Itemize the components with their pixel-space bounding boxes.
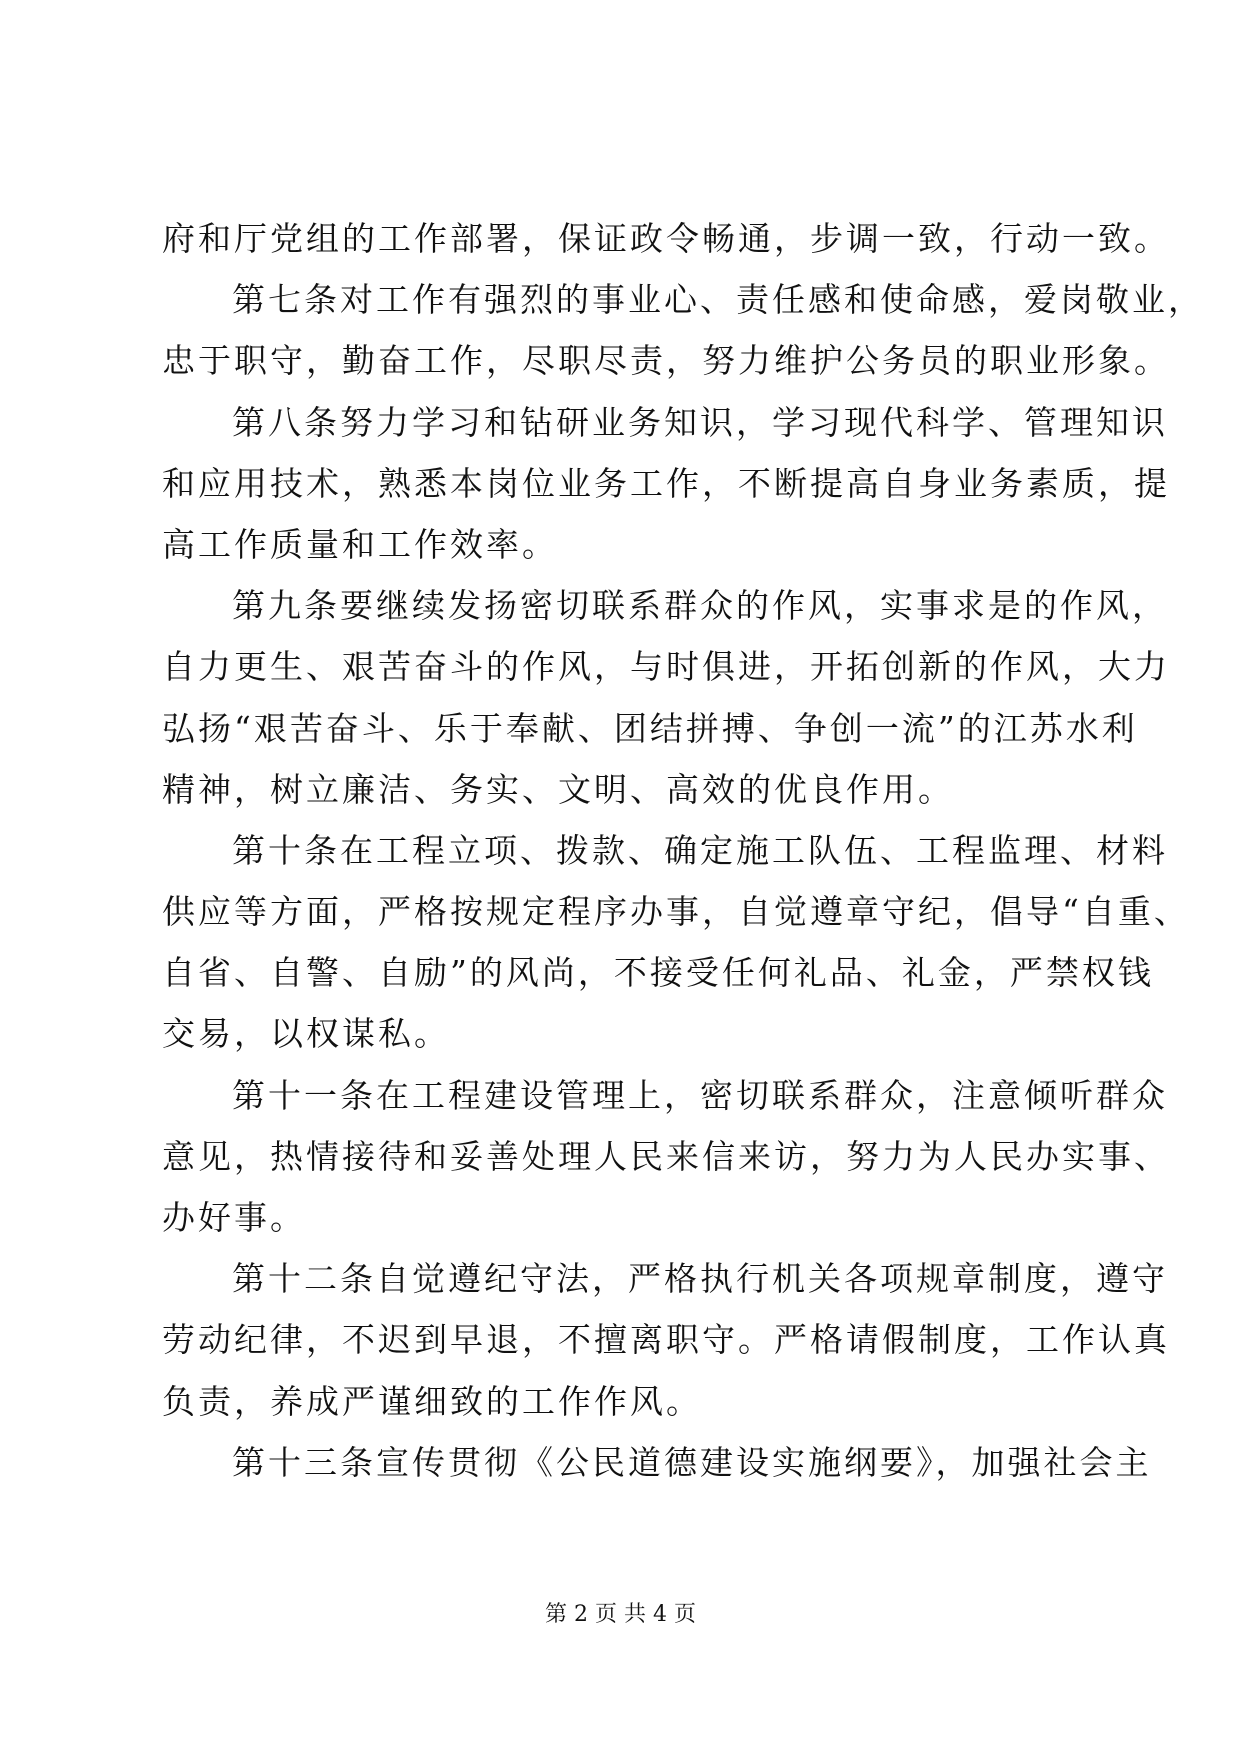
text-line: 交易，以权谋私。 — [162, 1014, 450, 1054]
text-line: 自省、自警、自励”的风尚，不接受任何礼品、礼金，严禁权钱 — [162, 953, 1154, 993]
text-line: 府和厅党组的工作部署，保证政令畅通，步调一致，行动一致。 — [162, 219, 1170, 258]
text-line: 弘扬“艰苦奋斗、乐于奉献、团结拼搏、争创一流”的江苏水利 — [162, 708, 1138, 748]
page-number-footer: 第 2 页 共 4 页 — [545, 1602, 696, 1627]
text-line: 第十一条在工程建设管理上，密切联系群众，注意倾听群众 — [232, 1075, 1168, 1115]
text-line: 忠于职守，勤奋工作，尽职尽责，努力维护公务员的职业形象。 — [162, 341, 1170, 381]
text-line: 高工作质量和工作效率。 — [162, 524, 558, 564]
text-line: 办好事。 — [162, 1198, 306, 1237]
text-line: 第十二条自觉遵纪守法，严格执行机关各项规章制度，遵守 — [232, 1259, 1168, 1299]
text-line: 第八条努力学习和钻研业务知识，学习现代科学、管理知识 — [232, 402, 1168, 442]
text-line: 劳动纪律，不迟到早退，不擅离职守。严格请假制度，工作认真 — [162, 1320, 1170, 1360]
text-line: 意见，热情接待和妥善处理人民来信来访，努力为人民办实事、 — [162, 1136, 1170, 1176]
document-body — [162, 208, 1204, 1493]
text-line: 和应用技术，熟悉本岗位业务工作，不断提高自身业务素质，提 — [162, 463, 1170, 503]
text-line: 负责，养成严谨细致的工作作风。 — [162, 1381, 702, 1421]
text-line: 第七条对工作有强烈的事业心、责任感和使命感，爱岗敬业， — [232, 280, 1204, 320]
text-line: 第十三条宣传贯彻《公民道德建设实施纲要》，加强社会主 — [232, 1442, 1152, 1482]
text-line: 第十条在工程立项、拨款、确定施工队伍、工程监理、材料 — [232, 830, 1168, 870]
text-line: 自力更生、艰苦奋斗的作风，与时俱进，开拓创新的作风，大力 — [162, 647, 1170, 687]
text-line: 精神，树立廉洁、务实、文明、高效的优良作用。 — [162, 769, 954, 809]
text-line: 第九条要继续发扬密切联系群众的作风，实事求是的作风， — [232, 586, 1168, 626]
text-line: 供应等方面，严格按规定程序办事，自觉遵章守纪，倡导“自重、 — [162, 892, 1190, 932]
